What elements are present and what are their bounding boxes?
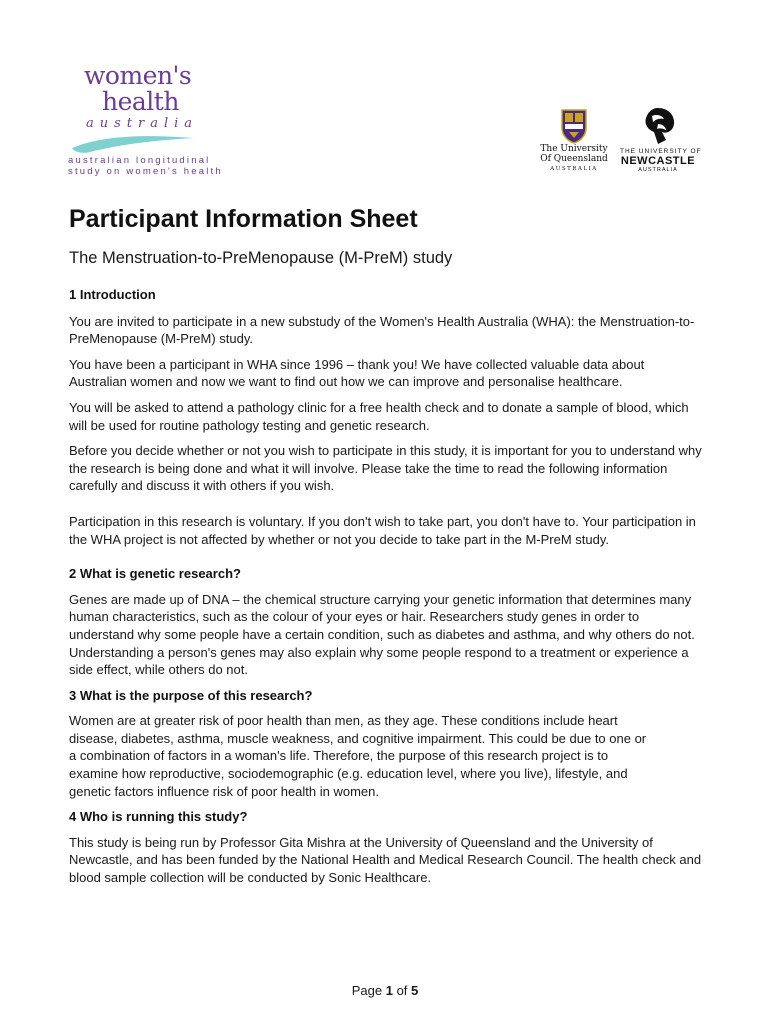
page-title: Participant Information Sheet [69,205,418,233]
section-heading-introduction: 1 Introduction [69,287,156,302]
page-number-prefix: Page [351,983,383,998]
university-of-queensland-logo [536,108,612,178]
wha-logo-line1: women's [84,61,192,90]
uq-name-line1: The University [540,144,608,154]
paragraph: Participation in this research is voluntary. If you don't wish to take part, you don't have to. Your participation in the WHA project is not affected by whether or not you decide to take part in the M-PreM study. [69,513,696,547]
section-heading-genetic-research: 2 What is genetic research? [69,566,241,582]
page-subtitle: The Menstruation-to-PreMenopause (M-PreM) study [69,249,453,267]
wha-logo-line2: health [102,87,179,116]
paragraph: You will be asked to attend a pathology clinic for a free health check and to donate a sample of blood, which will be used for routine pathology testing and genetic research. [69,399,689,433]
page-number-sep: of [396,983,408,998]
seahorse-icon [638,106,678,146]
paragraph: This study is being run by Professor Gita Mishra at the University of Queensland and the University of Newcastle, and has been funded by the National Health and Medical Research Council. The health check and blood sample collection will be conducted by Sonic Healthcare. [69,834,702,886]
uq-country: AUSTRALIA [550,166,598,172]
uq-crest-icon [560,108,588,144]
section-heading-purpose: 3 What is the purpose of this research? [69,687,313,703]
wha-tagline-1: australian longitudinal [68,155,211,166]
wha-tagline-2: study on women's health [68,166,223,177]
paragraph: Women are at greater risk of poor health than men, as they age. These conditions include heart disease, diabetes, asthma, muscle weakness, and cognitive impairment. This could be due to one or a combination of factors in a woman's life. Therefore, the purpose of this research project is to examine how reproductive, sociodemographic (e.g. education level, where you live), lifestyle, and genetic factors influence risk of poor health in women. [69,713,647,799]
wha-logo-line3: australia [86,116,199,131]
womens-health-australia-logo [68,61,223,180]
wha-swoosh-icon [70,132,196,154]
newcastle-name: NEWCASTLE [620,155,696,167]
document-body [69,286,704,887]
paragraph: Before you decide whether or not you wish to participate in this study, it is important for you to understand why the research is being done and what it will involve. Please take the time to read the following information carefully and discuss it with others if you wish. [69,443,702,494]
paragraph: You have been a participant in WHA since 1996 – thank you! We have collected valuable data about Australian women and now we want to find out how we can improve and personalise healthcare. [69,356,645,390]
newcastle-country: AUSTRALIA [638,167,678,173]
uq-name-line2: Of Queensland [540,154,608,164]
paragraph: Genes are made up of DNA – the chemical structure carrying your genetic information that determines many human characteristics, such as the colour of your eyes or hair. Researchers study genes in order to understand why some people have a certain condition, such as diabetes and asthma, and why others do not. Understanding a person's genes may also explain why some people respond to a treatment or experience a side effect, while others do not. [69,591,695,678]
page-number [0,983,770,998]
paragraph: You are invited to participate in a new substudy of the Women's Health Australia (WHA): the Menstruation-to-PreMenopause (M-PreM) study. [69,313,695,347]
page-number-current: 1 [385,983,393,998]
page-number-total: 5 [411,983,419,998]
section-heading-who-running: 4 Who is running this study? [69,809,248,825]
newcastle-top-text: THE UNIVERSITY OF [620,148,702,155]
university-of-newcastle-logo [620,106,702,178]
